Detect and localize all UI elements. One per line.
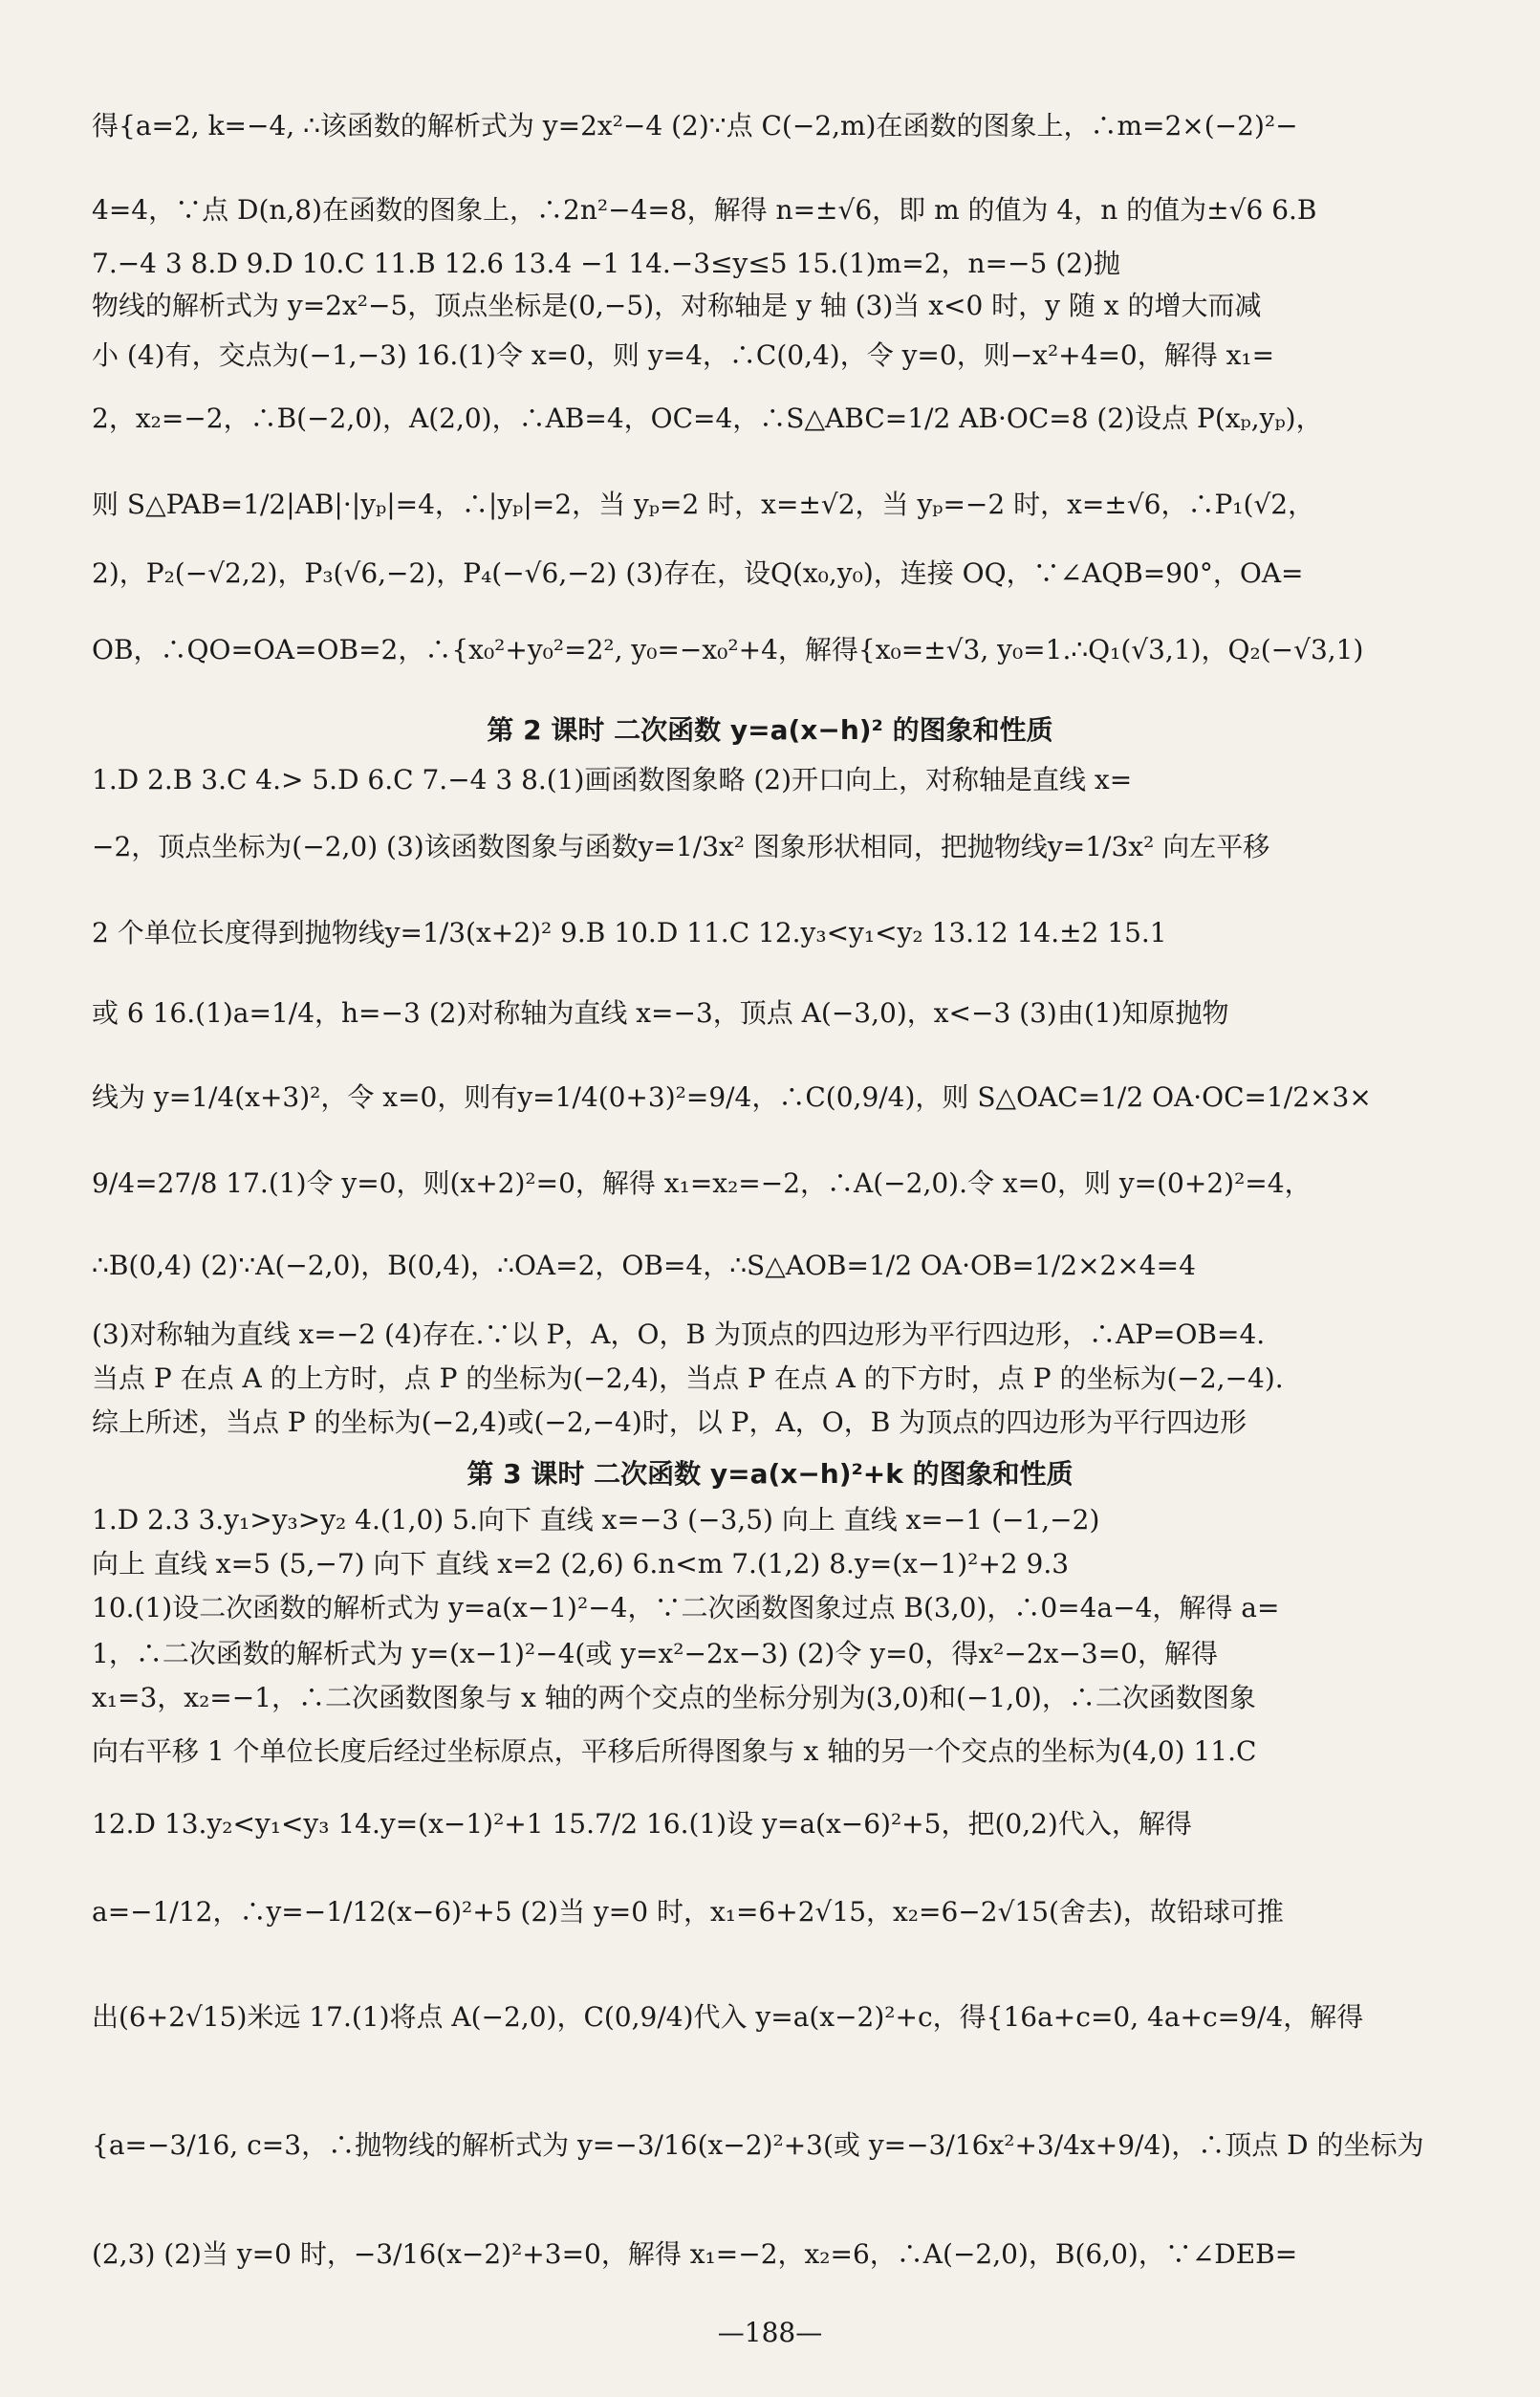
text-line: 小 (4)有，交点为(−1,−3) 16.(1)令 x=0，则 y=4，∴C(0,4)，令 y=0，则−x²+4=0，解得 x₁= bbox=[92, 339, 1275, 371]
text-line: 则 S△PAB=1/2|AB|·|yₚ|=4，∴|yₚ|=2，当 yₚ=2 时，x=±√2，当 yₚ=−2 时，x=±√6，∴P₁(√2， bbox=[92, 489, 1315, 520]
text-line: 向右平移 1 个单位长度后经过坐标原点，平移后所得图象与 x 轴的另一个交点的坐标为(4,0) 11.C bbox=[92, 1735, 1257, 1767]
text-line: 2，x₂=−2，∴B(−2,0)，A(2,0)，∴AB=4，OC=4，∴S△ABC=1/2 AB·OC=8 (2)设点 P(xₚ,yₚ)， bbox=[92, 403, 1323, 434]
section-heading: 第 3 课时 二次函数 y=a(x−h)²+k 的图象和性质 bbox=[466, 1458, 1074, 1490]
text-line: 2 个单位长度得到抛物线y=1/3(x+2)² 9.B 10.D 11.C 12.y₃<y₁<y₂ 13.12 14.±2 15.1 bbox=[92, 917, 1167, 948]
page-number: —188— bbox=[717, 2317, 823, 2348]
text-line: 2)，P₂(−√2,2)，P₃(√6,−2)，P₄(−√6,−2) (3)存在，设Q(x₀,y₀)，连接 OQ，∵∠AQB=90°，OA= bbox=[92, 557, 1304, 589]
text-line: 10.(1)设二次函数的解析式为 y=a(x−1)²−4，∵二次函数图象过点 B(3,0)，∴0=4a−4，解得 a= bbox=[92, 1592, 1280, 1623]
text-line: 1，∴二次函数的解析式为 y=(x−1)²−4(或 y=x²−2x−3) (2)令 y=0，得x²−2x−3=0，解得 bbox=[92, 1638, 1218, 1669]
text-line: 综上所述，当点 P 的坐标为(−2,4)或(−2,−4)时，以 P，A，O，B 为顶点的四边形为平行四边形 bbox=[92, 1406, 1247, 1438]
section-heading: 第 2 课时 二次函数 y=a(x−h)² 的图象和性质 bbox=[487, 714, 1053, 746]
text-line: OB，∴QO=OA=OB=2，∴{x₀²+y₀²=2², y₀=−x₀²+4，解得{x₀=±√3, y₀=1.∴Q₁(√3,1)，Q₂(−√3,1) bbox=[92, 634, 1364, 665]
text-line: 1.D 2.3 3.y₁>y₃>y₂ 4.(1,0) 5.向下 直线 x=−3 (−3,5) 向上 直线 x=−1 (−1,−2) bbox=[92, 1504, 1100, 1536]
text-line: −2，顶点坐标为(−2,0) (3)该函数图象与函数y=1/3x² 图象形状相同，把抛物线y=1/3x² 向左平移 bbox=[92, 831, 1270, 862]
text-line: 当点 P 在点 A 的上方时，点 P 的坐标为(−2,4)，当点 P 在点 A 的下方时，点 P 的坐标为(−2,−4). bbox=[92, 1362, 1284, 1394]
text-line: 9/4=27/8 17.(1)令 y=0，则(x+2)²=0，解得 x₁=x₂=−2，∴A(−2,0).令 x=0，则 y=(0+2)²=4， bbox=[92, 1167, 1312, 1199]
text-line: 或 6 16.(1)a=1/4，h=−3 (2)对称轴为直线 x=−3，顶点 A(−3,0)，x<−3 (3)由(1)知原抛物 bbox=[92, 997, 1229, 1029]
text-line: 向上 直线 x=5 (5,−7) 向下 直线 x=2 (2,6) 6.n<m 7.(1,2) 8.y=(x−1)²+2 9.3 bbox=[92, 1548, 1070, 1580]
text-line: (3)对称轴为直线 x=−2 (4)存在.∵以 P，A，O，B 为顶点的四边形为平行四边形，∴AP=OB=4. bbox=[92, 1318, 1266, 1350]
text-line: 1.D 2.B 3.C 4.> 5.D 6.C 7.−4 3 8.(1)画函数图象略 (2)开口向上，对称轴是直线 x= bbox=[92, 764, 1133, 795]
text-line: ∴B(0,4) (2)∵A(−2,0)，B(0,4)，∴OA=2，OB=4，∴S△AOB=1/2 OA·OB=1/2×2×4=4 bbox=[92, 1250, 1196, 1281]
text-line: 得{a=2, k=−4, ∴该函数的解析式为 y=2x²−4 (2)∵点 C(−2,m)在函数的图象上，∴m=2×(−2)²− bbox=[92, 110, 1298, 142]
text-line: a=−1/12，∴y=−1/12(x−6)²+5 (2)当 y=0 时，x₁=6+2√15，x₂=6−2√15(舍去)，故铅球可推 bbox=[92, 1896, 1284, 1928]
text-line: 出(6+2√15)米远 17.(1)将点 A(−2,0)，C(0,9/4)代入 y=a(x−2)²+c，得{16a+c=0, 4a+c=9/4，解得 bbox=[92, 2001, 1364, 2033]
text-line: 12.D 13.y₂<y₁<y₃ 14.y=(x−1)²+1 15.7/2 16.(1)设 y=a(x−6)²+5，把(0,2)代入，解得 bbox=[92, 1808, 1192, 1840]
text-line: 7.−4 3 8.D 9.D 10.C 11.B 12.6 13.4 −1 14.−3≤y≤5 15.(1)m=2，n=−5 (2)抛 bbox=[92, 248, 1120, 279]
text-line: 4=4，∵点 D(n,8)在函数的图象上，∴2n²−4=8，解得 n=±√6，即 m 的值为 4，n 的值为±√6 6.B bbox=[92, 194, 1317, 226]
text-line: x₁=3，x₂=−1，∴二次函数图象与 x 轴的两个交点的坐标分别为(3,0)和(−1,0)，∴二次函数图象 bbox=[92, 1682, 1256, 1713]
text-line: 线为 y=1/4(x+3)²，令 x=0，则有y=1/4(0+3)²=9/4，∴C(0,9/4)，则 S△OAC=1/2 OA·OC=1/2×3× bbox=[92, 1081, 1372, 1113]
text-line: {a=−3/16, c=3，∴抛物线的解析式为 y=−3/16(x−2)²+3(或 y=−3/16x²+3/4x+9/4)，∴顶点 D 的坐标为 bbox=[92, 2129, 1424, 2161]
text-line: 物线的解析式为 y=2x²−5，顶点坐标是(0,−5)，对称轴是 y 轴 (3)当 x<0 时，y 随 x 的增大而减 bbox=[92, 290, 1262, 321]
text-line: (2,3) (2)当 y=0 时，−3/16(x−2)²+3=0，解得 x₁=−2，x₂=6，∴A(−2,0)，B(6,0)，∵∠DEB= bbox=[92, 2238, 1298, 2270]
